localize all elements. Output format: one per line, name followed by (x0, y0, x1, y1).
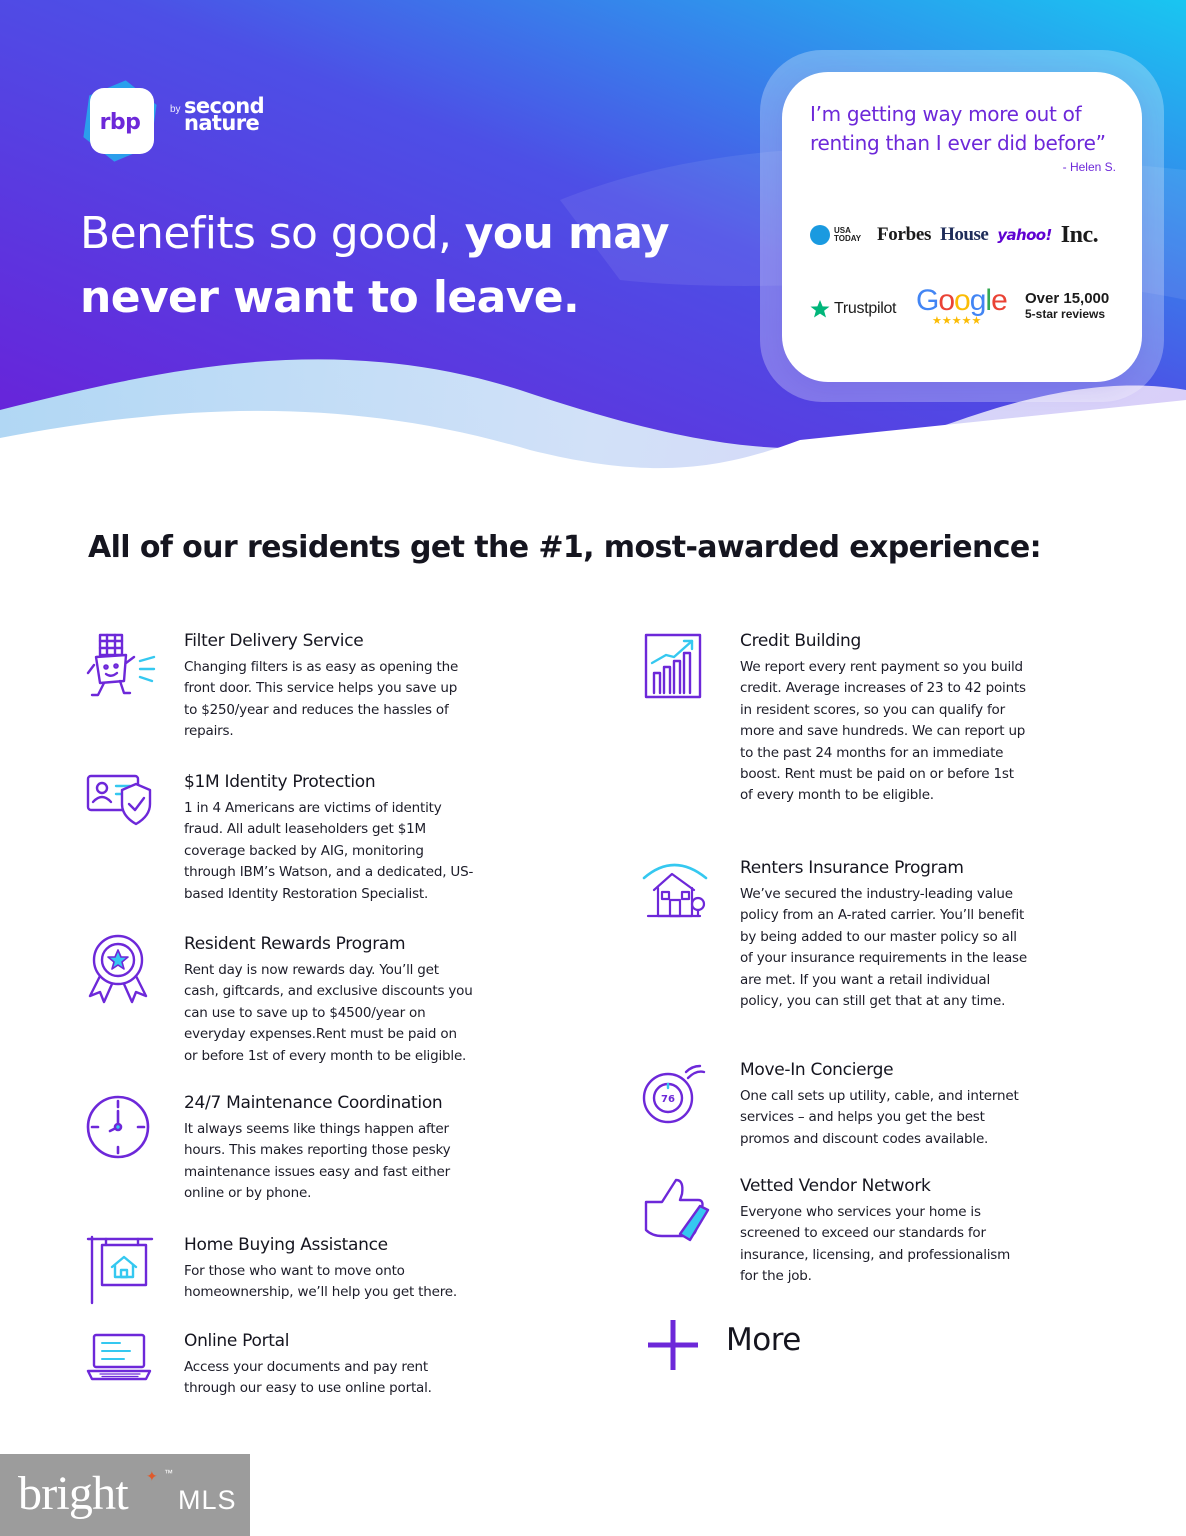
testimonial-author: - Helen S. (1062, 160, 1116, 174)
feature-title: Move-In Concierge (740, 1060, 894, 1080)
feature-identity-protection (86, 770, 526, 910)
feature-title: Resident Rewards Program (184, 934, 406, 954)
home-sign-icon (86, 1233, 156, 1305)
feature-description: One call sets up utility, cable, and internet services – and helps you get the best promos and discount codes available. (740, 1088, 1019, 1147)
reviews-label: 5-star reviews (1025, 307, 1106, 321)
feature-title: Credit Building (740, 631, 861, 651)
feature-description: Changing filters is as easy as opening the front door. This service helps you save up to $250/year and reduces the hassles of repairs. (184, 659, 459, 740)
headline-bold-2: never want to leave. (80, 272, 580, 323)
this-old-house-logo: House (940, 224, 989, 245)
logo-brand-name: second nature (184, 94, 265, 135)
feature-home-buying (86, 1233, 526, 1313)
plus-icon (648, 1320, 698, 1370)
feature-move-in-concierge (642, 1058, 1082, 1158)
trustpilot-star-icon (810, 299, 830, 319)
headline-bold-1: you may (464, 208, 670, 259)
feature-description: Everyone who services your home is screened to exceed our standards for insurance, licensing, and professionalism for the job. (740, 1204, 1011, 1285)
feature-description: We report every rent payment so you build credit. Average increases of 23 to 42 points in resident scores, so you can qualify for more and save hundreds. We can report up to the past 24 months for an immediate boost. Rent must be paid on or before 1st of every month to be eligible. (740, 659, 1026, 804)
press-logos (810, 222, 1120, 248)
more-label: More (726, 1322, 801, 1358)
usa-today-logo (810, 225, 868, 245)
thumbs-up-icon (642, 1174, 712, 1246)
review-badges (810, 284, 1120, 330)
hero-headline (80, 202, 740, 330)
google-rating-stars: ★★★★★ (932, 315, 982, 327)
feature-title: Home Buying Assistance (184, 1235, 388, 1255)
feature-description: It always seems like things happen after hours. This makes reporting those pesky maintenance issues easy and fast either online or by phone. (184, 1121, 451, 1202)
more-link[interactable] (648, 1318, 898, 1368)
spark-icon: ✦ (146, 1468, 158, 1484)
feature-description: We’ve secured the industry-leading value policy from an A-rated carrier. You’ll benefit by being added to our master policy so all of your insurance requirements in the lease are met. If you want a retail individual policy, you can still get that at any time. (740, 886, 1027, 1010)
inc-logo: Inc. (1060, 221, 1099, 248)
feature-description: 1 in 4 Americans are victims of identity fraud. All adult leaseholders get $1M coverage backed by AIG, monitoring through IBM’s Watson, and a dedicated, US-based Identity Restoration Specialist. (184, 800, 474, 902)
thermostat-icon (642, 1058, 712, 1130)
filter-delivery-icon (86, 629, 156, 701)
rewards-ribbon-icon (86, 932, 156, 1004)
feature-renters-insurance (642, 856, 1082, 1046)
feature-description: Rent day is now rewards day. You’ll get cash, giftcards, and exclusive discounts you can use to save up to $4500/year on everyday expenses.Rent must be paid on or before 1st of every month to be eligible. (184, 962, 473, 1064)
brand-logo[interactable] (80, 78, 280, 164)
feature-filter-delivery (86, 629, 526, 749)
testimonial-quote: I’m getting way more out of renting than I ever did before” (810, 102, 1106, 155)
reviews-count: Over 15,000 (1025, 290, 1110, 307)
clock-icon (86, 1091, 156, 1163)
feature-title: Filter Delivery Service (184, 631, 364, 651)
watermark-mls: MLS (178, 1485, 237, 1515)
forbes-logo: Forbes (877, 224, 932, 245)
identity-protection-icon (86, 770, 156, 842)
thermostat-reading: 76 (661, 1094, 675, 1105)
feature-maintenance (86, 1091, 526, 1211)
headline-light: Benefits so good, (80, 208, 465, 259)
feature-credit-building (642, 629, 1082, 839)
google-logo: Google (916, 284, 1007, 317)
insured-house-icon (642, 856, 712, 928)
feature-description: Access your documents and pay rent through our easy to use online portal. (184, 1359, 432, 1397)
feature-title: 24/7 Maintenance Coordination (184, 1093, 443, 1113)
section-title: All of our residents get the #1, most-awarded experience: (88, 530, 1042, 565)
logo-by: by (170, 104, 181, 115)
feature-title: Vetted Vendor Network (740, 1176, 931, 1196)
watermark-bright: bright (18, 1467, 128, 1520)
feature-vetted-vendors (642, 1174, 1082, 1294)
laptop-icon (86, 1329, 156, 1401)
feature-online-portal (86, 1329, 526, 1409)
bright-mls-watermark (0, 1454, 250, 1536)
usa-today-text: USA TODAY (834, 226, 862, 243)
feature-title: Online Portal (184, 1331, 290, 1351)
feature-description: For those who want to move onto homeownership, we’ll help you get there. (184, 1263, 457, 1301)
feature-title: Renters Insurance Program (740, 858, 964, 878)
feature-resident-rewards (86, 932, 526, 1072)
credit-chart-icon (642, 629, 712, 701)
yahoo-logo: yahoo! (997, 226, 1052, 244)
feature-title: $1M Identity Protection (184, 772, 376, 792)
trustpilot-logo: Trustpilot (834, 300, 897, 317)
usa-today-dot-icon (810, 225, 830, 245)
watermark-trademark: ™ (164, 1468, 173, 1478)
logo-text: rbp (99, 109, 141, 135)
